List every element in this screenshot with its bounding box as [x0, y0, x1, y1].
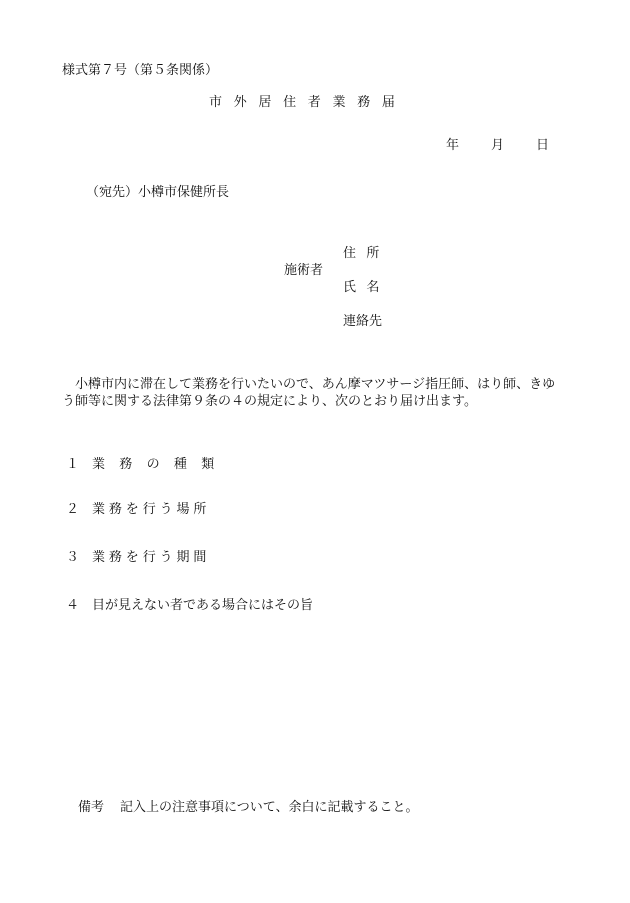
date-day-label: 日	[536, 138, 550, 153]
item-business-type	[66, 458, 229, 471]
date-month-label: 月	[491, 138, 505, 153]
remarks-text: 記入上の注意事項について、余白に記載すること。	[120, 800, 419, 815]
item-label: 業務を行う場所	[92, 502, 211, 517]
item-number: ３	[66, 550, 80, 565]
statement-text: 小樽市内に滞在して業務を行いたいので、あん摩マツサージ指圧師、はり師、きゆう師等に関する法律第９条の４の規定により、次のとおり届け出ます。	[62, 377, 556, 409]
form-number: 様式第７号（第５条関係）	[62, 63, 219, 78]
item-label: 業務を行う期間	[92, 550, 211, 565]
document-title: 市外居住者業務届	[209, 95, 407, 110]
remarks-label: 備考	[78, 800, 105, 815]
item-visual-impairment	[66, 599, 313, 612]
item-number: ４	[66, 598, 80, 613]
contact-label: 連絡先	[343, 314, 383, 329]
date-year-label: 年	[446, 138, 460, 153]
item-number: ２	[66, 502, 80, 517]
addressee: （宛先）小樽市保健所長	[86, 185, 230, 200]
item-number: １	[66, 457, 80, 472]
item-label: 目が見えない者である場合にはその旨	[92, 598, 314, 613]
address-label: 住所	[343, 246, 390, 261]
date-row	[446, 139, 549, 152]
practitioner-label: 施術者	[284, 263, 324, 278]
remarks-note	[78, 801, 419, 814]
item-business-period	[66, 551, 210, 564]
item-label: 業務の種類	[92, 457, 229, 472]
item-business-location	[66, 503, 210, 516]
name-label: 氏名	[343, 280, 390, 295]
